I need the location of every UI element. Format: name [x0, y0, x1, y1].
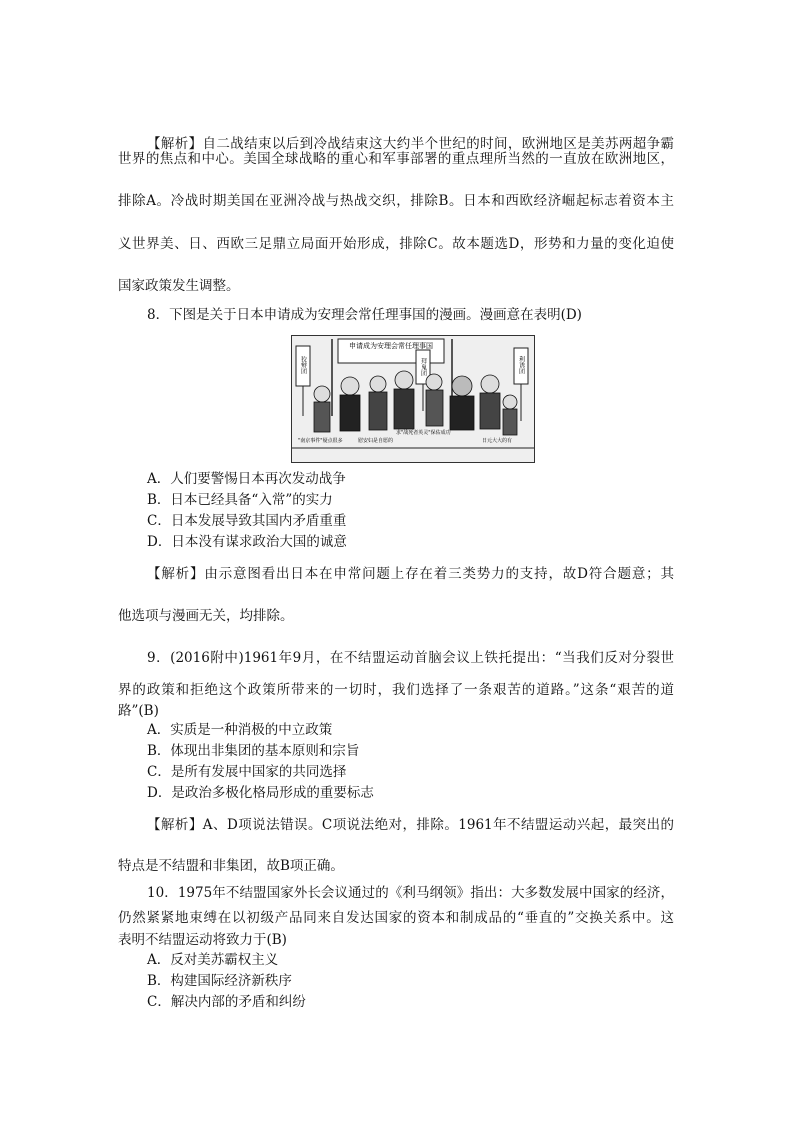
option-c: C．是所有发展中国家的共同选择	[147, 764, 347, 780]
analysis-line: 义世界美、日、西欧三足鼎立局面开始形成，排除C。故本题选D，形势和力量的变化迫使	[118, 236, 674, 252]
question-stem: 8．下图是关于日本申请成为安理会常任理事国的漫画。漫画意在表明(D)	[147, 307, 582, 323]
option-b: B．构建国际经济新秩序	[147, 973, 292, 989]
option-a: A．人们要警惕日本再次发动战争	[147, 471, 346, 487]
cartoon-caption: 日元大大的有	[482, 438, 513, 444]
question-stem: 路”(B)	[118, 703, 159, 719]
question-stem: 界的政策和拒绝这个政策所带来的一切时，我们选择了一条艰苦的道路。”这条“艰苦的道	[118, 682, 674, 698]
cartoon-caption: 求"战死者英灵"保佑成功	[396, 430, 451, 436]
option-b: B．日本已经具备“入常”的实力	[147, 492, 333, 508]
analysis-line: 【解析】A、D项说法错误。C项说法绝对，排除。1961年不结盟运动兴起，最突出的	[147, 817, 674, 833]
option-a: A．实质是一种消极的中立政策	[147, 722, 333, 738]
question-stem: 表明不结盟运动将致力于(B)	[118, 932, 287, 948]
analysis-line: 排除A。冷战时期美国在亚洲冷战与热战交织，排除B。日本和西欧经济崛起标志着资本主	[118, 193, 674, 209]
cartoon-banner-text: 申请成为安理会常任理事国	[349, 342, 433, 350]
cartoon-drawing	[292, 336, 534, 462]
analysis-line: 他选项与漫画无关，均排除。	[118, 608, 294, 624]
question-stem: 9．(2016附中)1961年9月，在不结盟运动首脑会议上铁托提出：“当我们反对分裂世	[147, 650, 674, 666]
analysis-line: 特点是不结盟和非集团，故B项正确。	[118, 858, 344, 874]
cartoon-sign-left: 狡辩团	[299, 356, 307, 374]
question-stem: 10．1975年不结盟国家外长会议通过的《利马纲领》指出：大多数发展中国家的经济，	[147, 885, 674, 901]
cartoon-caption: "南京事件"疑点很多	[298, 438, 343, 444]
cartoon-sign-mid: 拜鬼团	[419, 358, 427, 376]
option-d: D．日本没有谋求政治大国的诚意	[147, 534, 347, 550]
option-a: A．反对美苏霸权主义	[147, 952, 279, 968]
option-d: D．是政治多极化格局形成的重要标志	[147, 785, 374, 801]
cartoon-caption: 慰安妇是自愿的	[358, 438, 394, 444]
analysis-line: 世界的焦点和中心。美国全球战略的重心和军事部署的重点理所当然的一直放在欧洲地区，	[118, 151, 674, 167]
analysis-line: 【解析】由示意图看出日本在申常问题上存在着三类势力的支持，故D符合题意；其	[147, 566, 674, 582]
cartoon-sign-right: 利诱团	[517, 356, 525, 374]
option-c: C．日本发展导致其国内矛盾重重	[147, 513, 347, 529]
cartoon-image	[291, 335, 535, 463]
analysis-line: 国家政策发生调整。	[118, 278, 240, 294]
analysis-line: 【解析】自二战结束以后到冷战结束这大约半个世纪的时间，欧洲地区是美苏两超争霸	[147, 136, 674, 152]
option-b: B．体现出非集团的基本原则和宗旨	[147, 743, 360, 759]
option-c: C．解决内部的矛盾和纠纷	[147, 994, 306, 1010]
question-stem: 仍然紧紧地束缚在以初级产品同来自发达国家的资本和制成品的“垂直的”交换关系中。这	[118, 910, 674, 926]
